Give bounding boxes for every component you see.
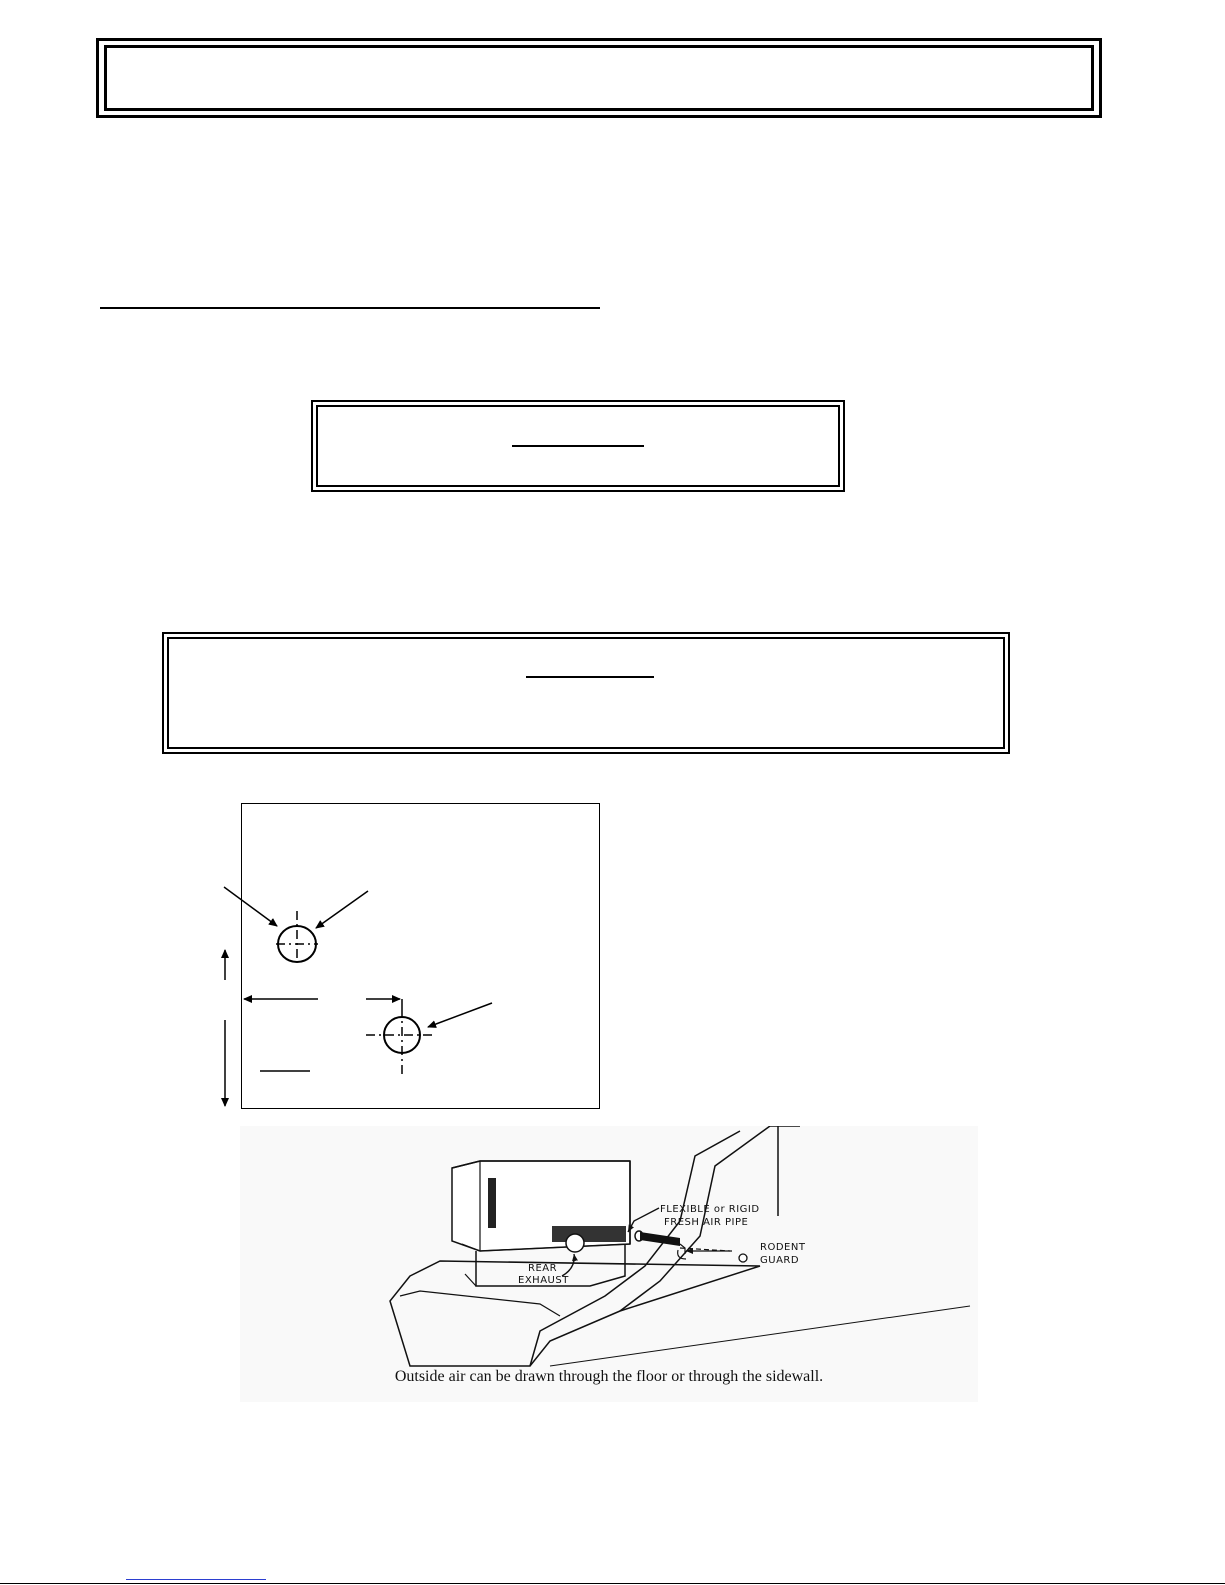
upper-hole-left-pointer-arrow [224,887,277,926]
fresh-air-pipe-label-arrow [628,1208,659,1232]
fresh-air-pipe [640,1232,680,1246]
label-exhaust: EXHAUST [518,1275,569,1286]
label-flexible-rigid: FLEXIBLE or RIGID [660,1204,760,1215]
rear-exhaust-port [566,1234,584,1252]
lower-hole-pointer-arrow [428,1003,492,1027]
stove-fresh-air-drawing [240,1126,978,1402]
fresh-air-illustration [240,1126,978,1402]
hearth-pad [390,1261,760,1366]
upper-hole-right-pointer-arrow [316,891,368,928]
label-fresh-air-pipe: FRESH AIR PIPE [664,1217,749,1228]
illustration-caption: Outside air can be drawn through the floor or through the sidewall. [394,1368,824,1385]
label-rear: REAR [528,1263,558,1274]
lower-hole [366,1008,436,1075]
footer-rule [0,1583,1225,1584]
label-guard: GUARD [760,1255,800,1266]
upper-hole [276,911,318,962]
label-rodent: RODENT [760,1242,806,1253]
rodent-guard-icon [739,1254,747,1262]
rear-exhaust-label-arrow [562,1254,574,1276]
footer-link-underline[interactable] [126,1579,266,1580]
